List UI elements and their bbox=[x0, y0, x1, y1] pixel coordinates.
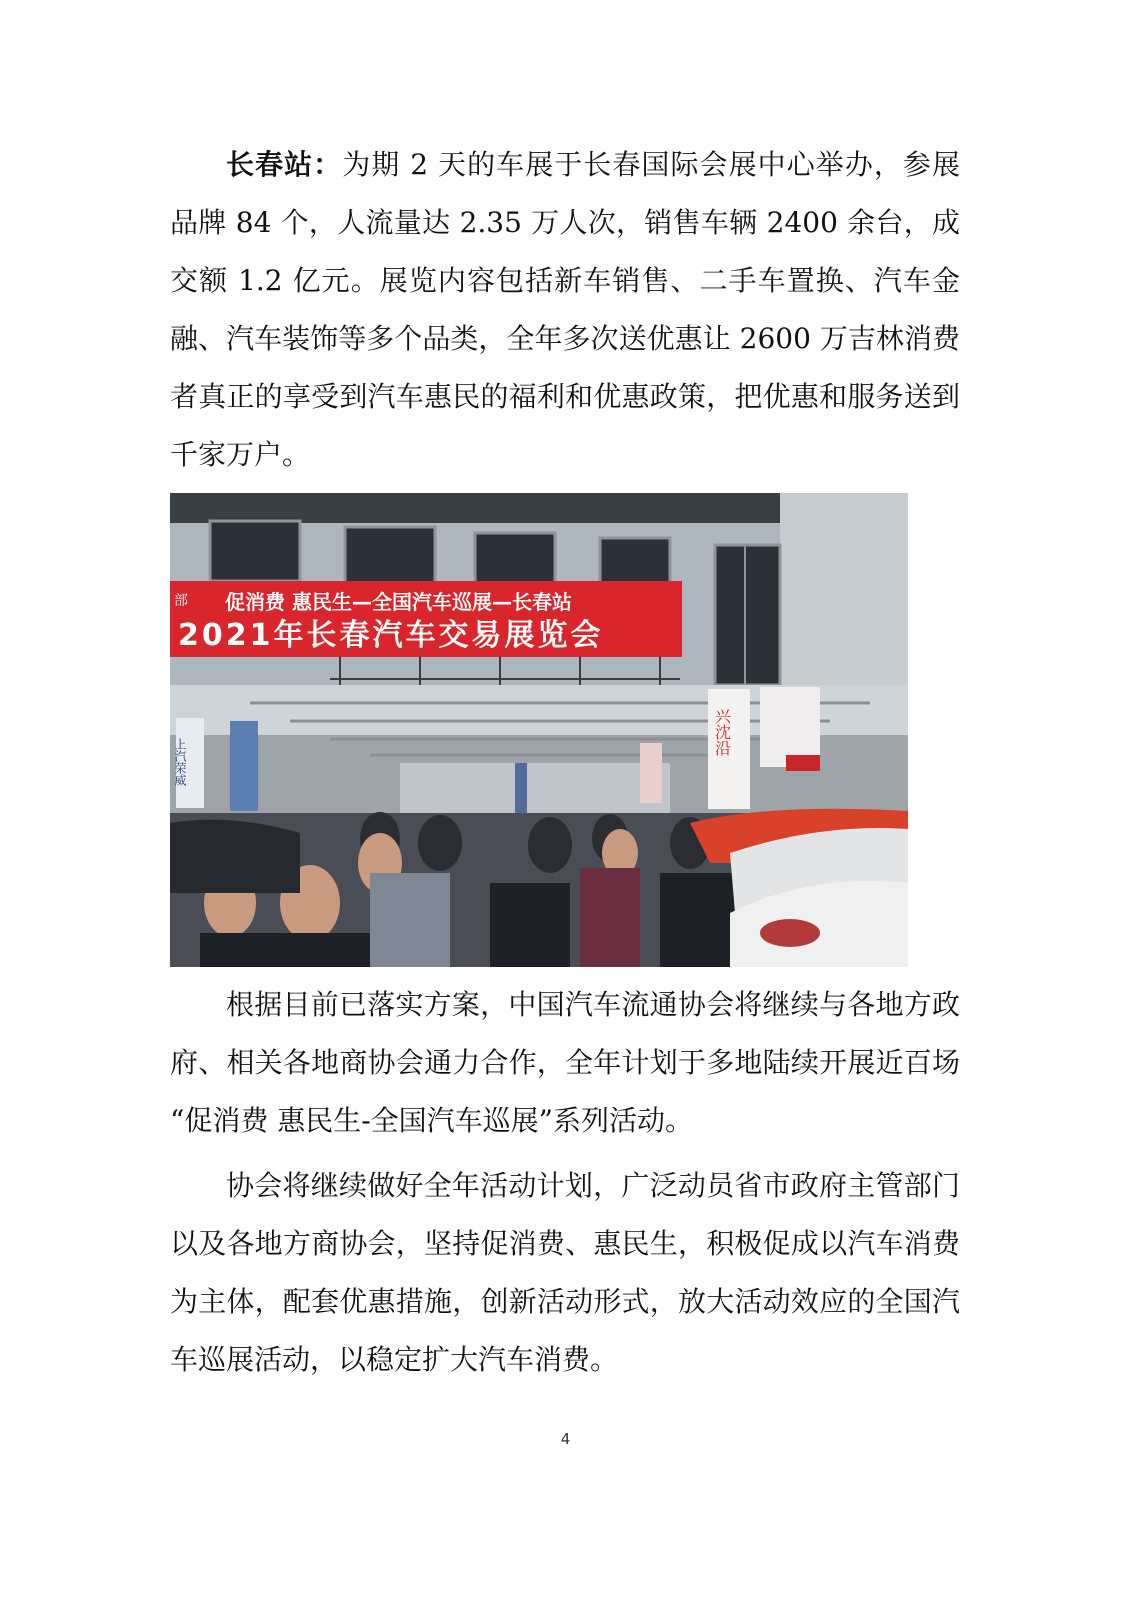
paragraph-plan: 根据目前已落实方案，中国汽车流通协会将继续与各地方政府、相关各地商协会通力合作，全年计划于多地陆续开展近百场 “促消费 惠民生-全国汽车巡展”系列活动。 bbox=[170, 988, 960, 1137]
pillar-sign: 上汽荣威 bbox=[173, 738, 187, 786]
paragraph-changchun bbox=[170, 136, 960, 484]
expo-photo bbox=[170, 493, 908, 967]
paragraph-body: 为期 2 天的车展于长春国际会展中心举办，参展品牌 84 个，人流量达 2.35 万人次，销售车辆 2400 余台，成交额 1.2 亿元。展览内容包括新车销售、二手车置换、汽车金融、汽车装饰等多个品类，全年多次送优惠让 2600 万吉林消费者真正的享受到汽车惠民的福利和优惠政策，把优惠和服务送到千家万户。 bbox=[170, 148, 960, 471]
banner-left-fragment: 部 bbox=[174, 593, 188, 609]
flag-sign: 兴沈沿 bbox=[712, 708, 732, 756]
banner-line1: 促消费 惠民生—全国汽车巡展—长春站 bbox=[225, 590, 572, 614]
paragraph-association: 协会将继续做好全年活动计划，广泛动员省市政府主管部门以及各地方商协会，坚持促消费、惠民生，积极促成以汽车消费为主体，配套优惠措施，创新活动形式，放大活动效应的全国汽车巡展活动，以稳定扩大汽车消费。 bbox=[170, 1169, 960, 1376]
banner-line2: 2021年长春汽车交易展览会 bbox=[178, 618, 604, 653]
page-number: 4 bbox=[560, 1430, 571, 1448]
paragraph-lead: 长春站： bbox=[226, 148, 343, 181]
